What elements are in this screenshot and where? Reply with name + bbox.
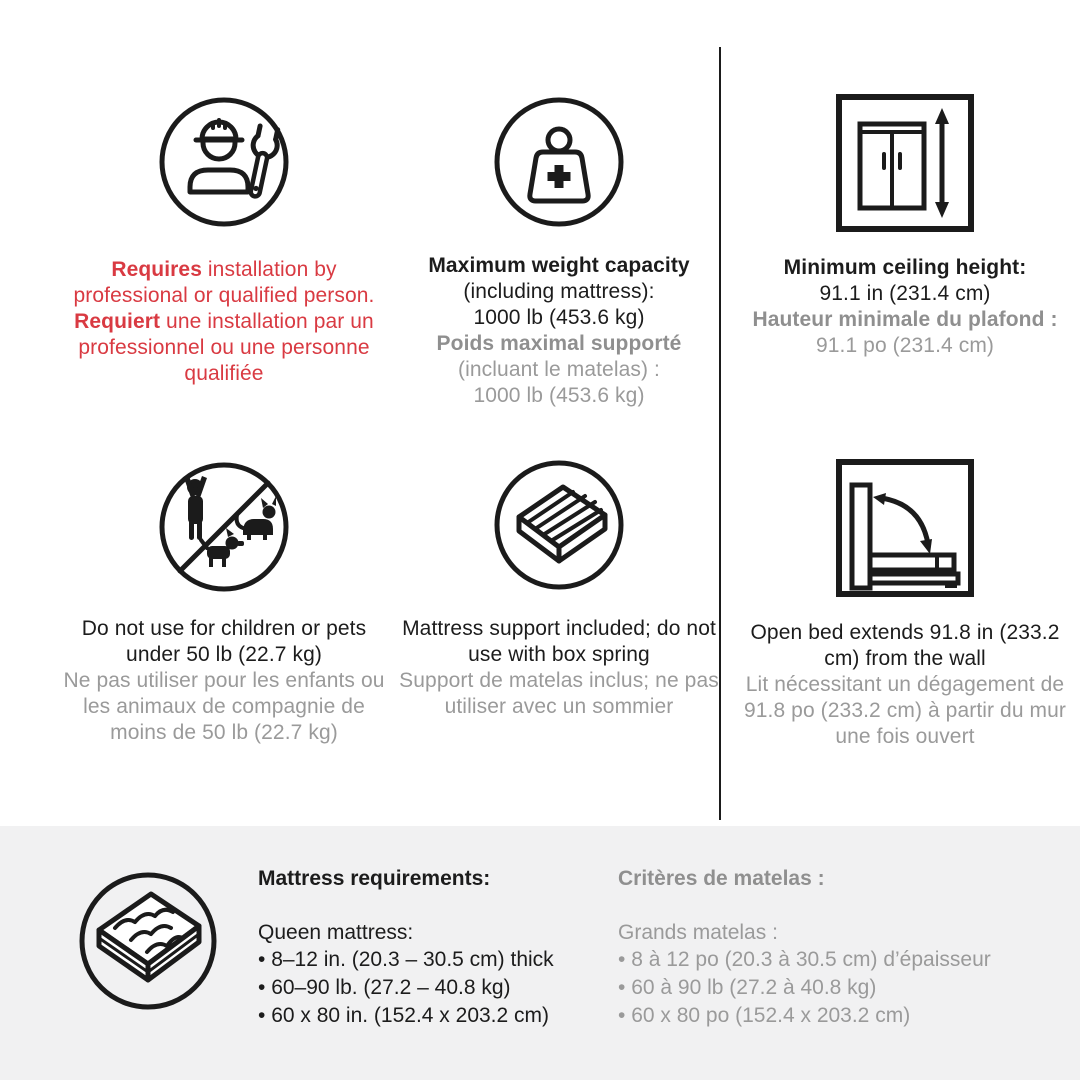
- open-bed-clearance-en: Open bed extends 91.8 in (233.2 cm) from the wall: [750, 621, 1060, 670]
- mattress-support-text: [394, 616, 724, 720]
- weight-line-fr-1: (incluant le matelas) :: [458, 358, 660, 381]
- no-children-pets-text: [58, 616, 390, 746]
- mattress-requirements-footer: [0, 826, 1080, 1080]
- weight-line-fr-2: 1000 lb (453.6 kg): [473, 384, 645, 407]
- weight-icon: [394, 95, 724, 229]
- mattress-support-fr: Support de matelas inclus; ne pas utiliser avec un sommier: [399, 669, 719, 718]
- footer-bullet-fr-size: • 60 x 80 po (152.4 x 203.2 cm): [618, 1002, 1058, 1030]
- no-children-pets-en: Do not use for children or pets under 50 lb (22.7 kg): [81, 617, 367, 666]
- ceiling-height-text: [740, 255, 1070, 359]
- weight-title-fr: Poids maximal supporté: [436, 332, 682, 355]
- installer-icon: [58, 95, 390, 229]
- footer-bullet-en-size: • 60 x 80 in. (152.4 x 203.2 cm): [258, 1002, 598, 1030]
- child-glyph: [184, 476, 207, 540]
- dog-glyph: [207, 528, 244, 567]
- weight-capacity-card: [394, 95, 724, 409]
- weight-line-en-1: (including mattress):: [463, 280, 655, 303]
- footer-bullet-en-thickness: • 8–12 in. (20.3 – 30.5 cm) thick: [258, 946, 598, 974]
- open-bed-icon: [740, 458, 1070, 598]
- footer-column-en: [258, 866, 598, 1030]
- installation-text-fr: Requiert une installation par un professionnel ou une personne qualifiée: [74, 310, 374, 385]
- mattress-support-card: [394, 458, 724, 720]
- ceiling-height-icon: [740, 93, 1070, 233]
- weight-line-en-2: 1000 lb (453.6 kg): [473, 306, 645, 329]
- footer-bullet-fr-weight: • 60 à 90 lb (27.2 à 40.8 kg): [618, 974, 1058, 1002]
- mattress-support-icon: [394, 458, 724, 592]
- ceiling-value-fr: 91.1 po (231.4 cm): [815, 334, 995, 357]
- weight-title-en: Maximum weight capacity: [428, 254, 690, 277]
- footer-bullet-fr-thickness: • 8 à 12 po (20.3 à 30.5 cm) d’épaisseur: [618, 946, 1058, 974]
- weight-capacity-text: [394, 253, 724, 409]
- ceiling-height-card: [740, 93, 1070, 359]
- mattress-icon: [75, 868, 221, 1014]
- open-bed-clearance-text: [740, 620, 1070, 750]
- no-children-pets-icon: [58, 460, 390, 594]
- open-bed-clearance-fr: Lit nécessitant un dégagement de 91.8 po (233.2 cm) à partir du mur une fois ouvert: [743, 673, 1067, 748]
- no-children-pets-card: [58, 460, 390, 746]
- installation-text: [58, 257, 390, 387]
- footer-subtitle-en: Queen mattress:: [258, 921, 414, 944]
- footer-title-en: Mattress requirements:: [258, 867, 491, 890]
- footer-title-fr: Critères de matelas :: [618, 867, 825, 890]
- footer-column-fr: [618, 866, 1058, 1030]
- footer-subtitle-fr: Grands matelas :: [618, 921, 778, 944]
- footer-bullet-en-weight: • 60–90 lb. (27.2 – 40.8 kg): [258, 974, 598, 1002]
- ceiling-title-fr: Hauteur minimale du plafond :: [752, 308, 1058, 331]
- ceiling-title-en: Minimum ceiling height:: [783, 256, 1027, 279]
- no-children-pets-fr: Ne pas utiliser pour les enfants ou les animaux de compagnie de moins de 50 lb (22.7 kg): [63, 669, 385, 744]
- open-bed-clearance-card: [740, 458, 1070, 750]
- ceiling-value-en: 91.1 in (231.4 cm): [819, 282, 991, 305]
- mattress-support-en: Mattress support included; do not use with box spring: [402, 617, 716, 666]
- installation-card: [58, 95, 390, 387]
- installation-text-en: Requires installation by professional or qualified person.: [73, 258, 375, 307]
